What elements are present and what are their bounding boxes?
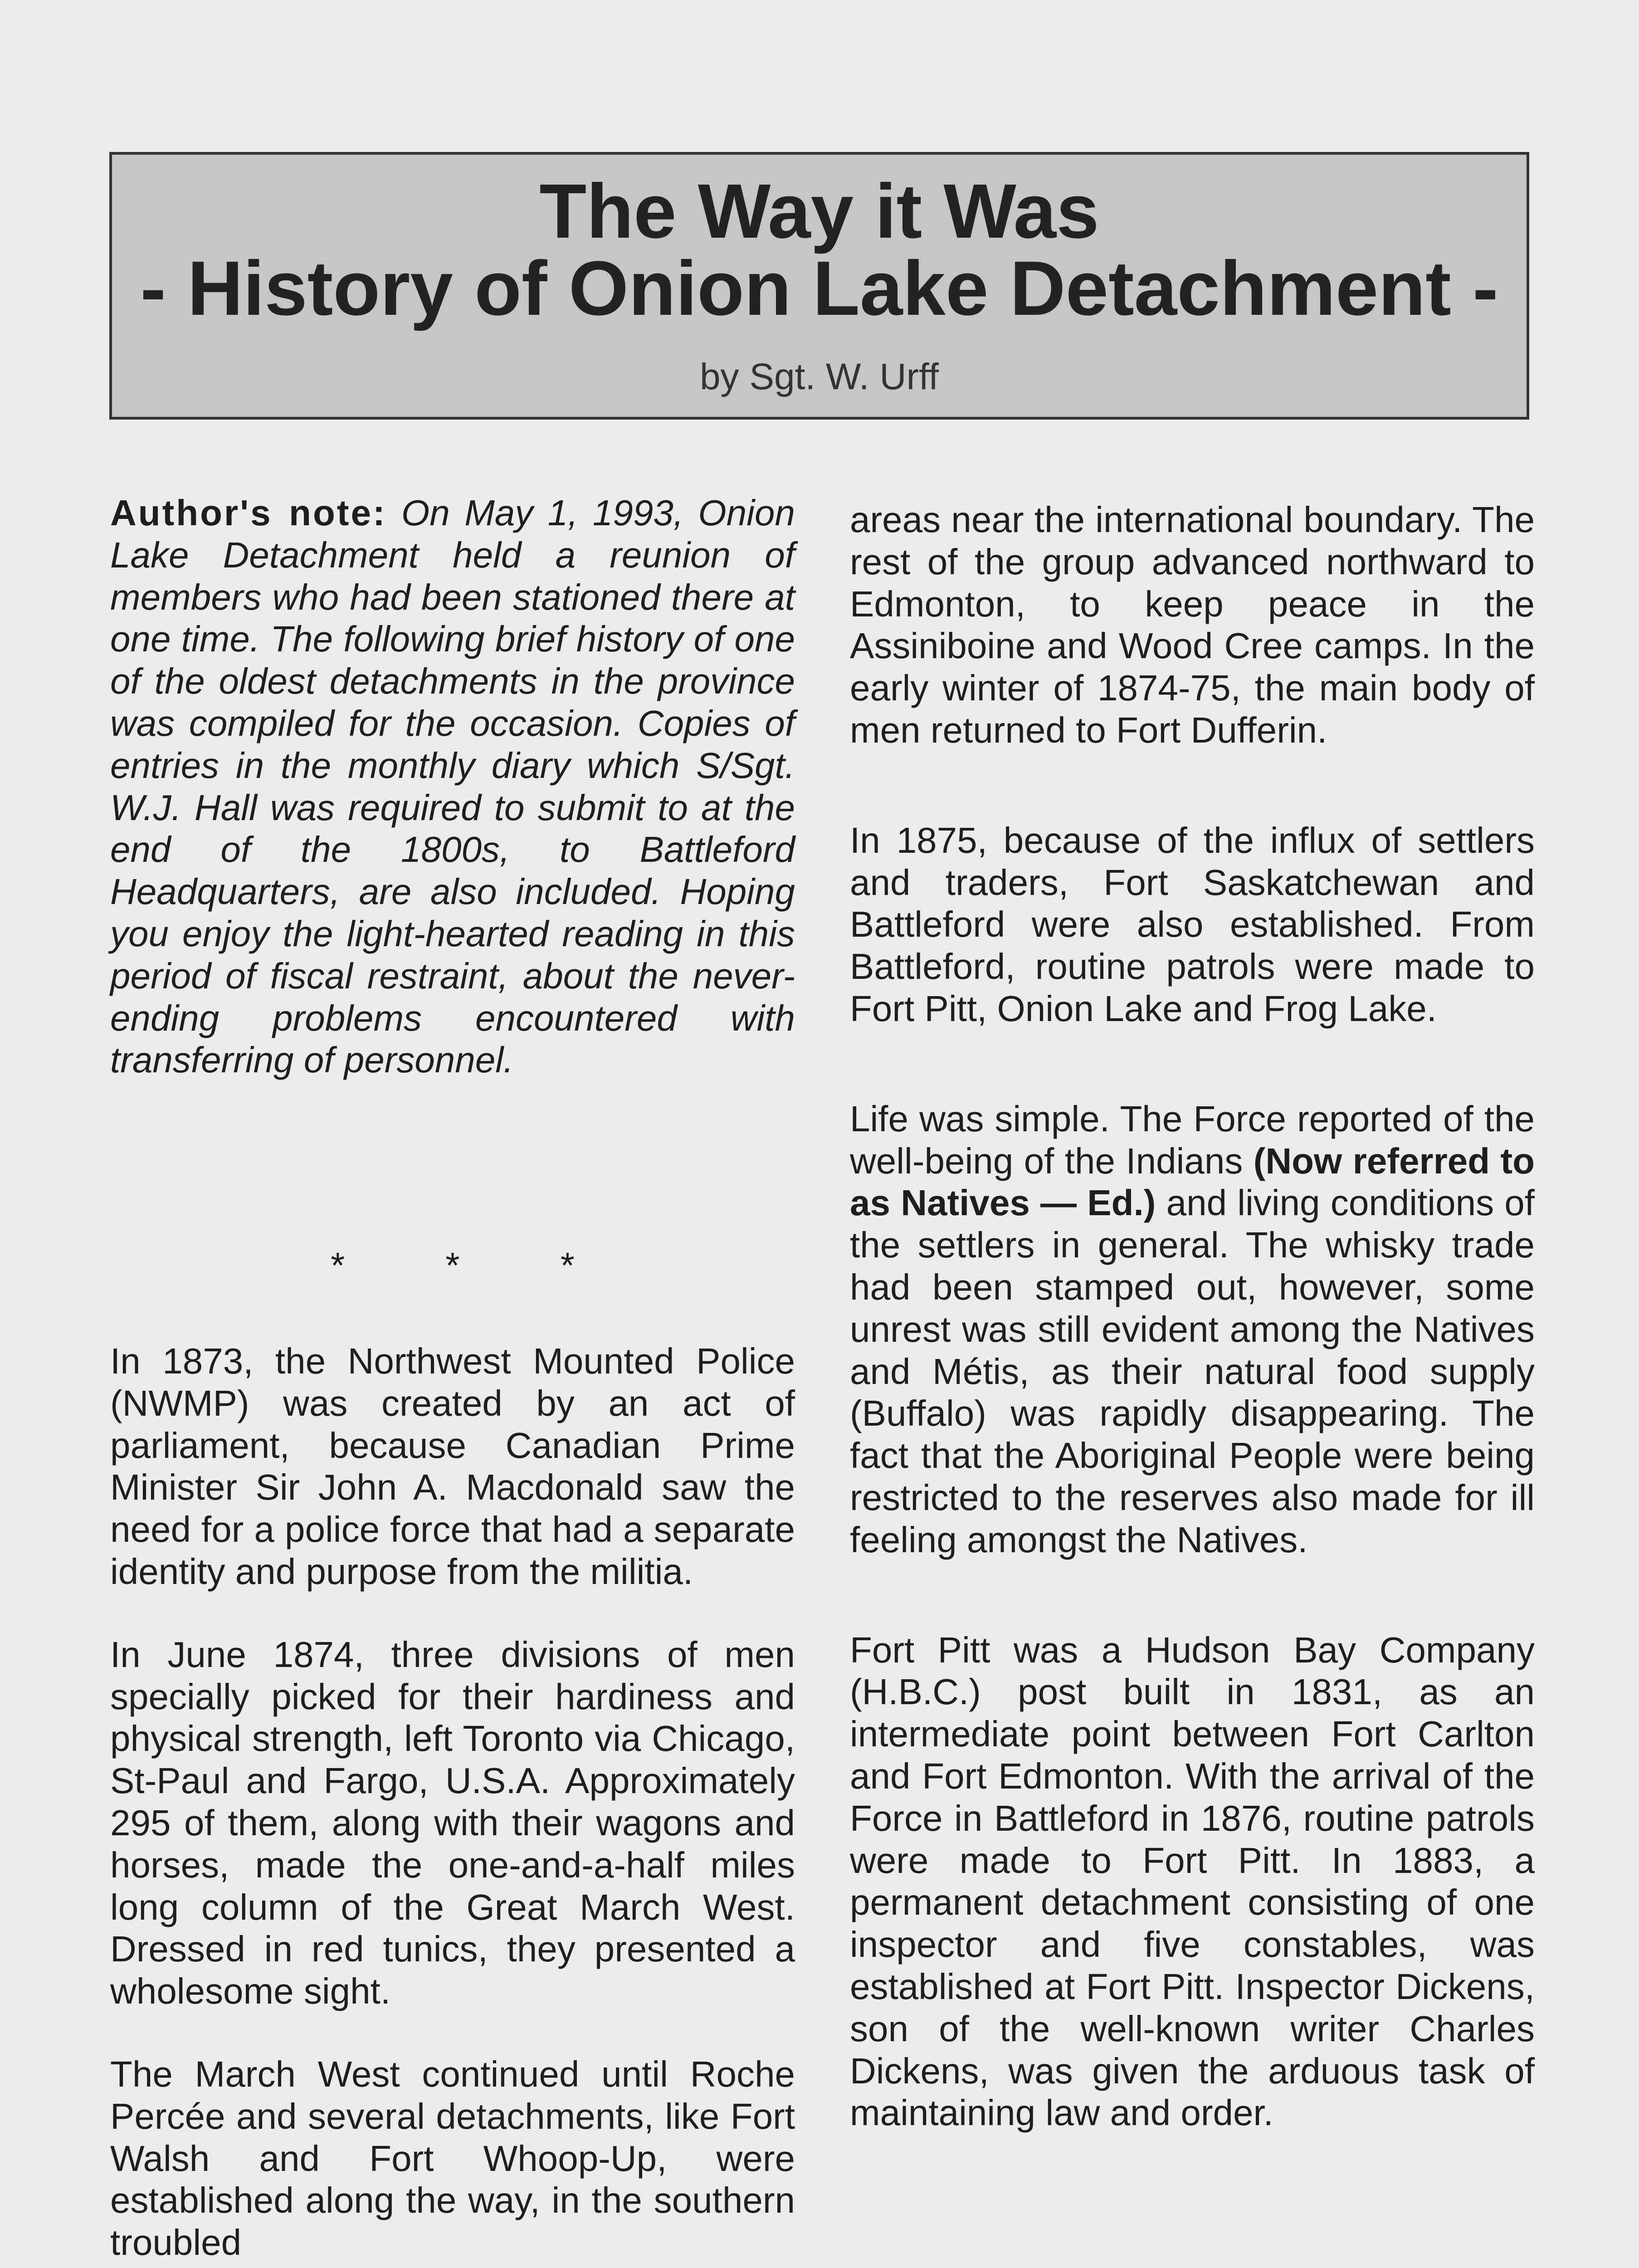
byline: by Sgt. W. Urff (699, 356, 939, 397)
paragraph-nwmp-1873: In 1873, the Northwest Mounted Police (NWMP) was created by an act of parliament, because Canadian Prime Minister Sir John A. Macdonald saw the need for a police force that had a separate identity and purpose from the militia. (110, 1341, 795, 1592)
paragraph-fort-pitt: Fort Pitt was a Hudson Bay Company (H.B.C.) post built in 1831, as an intermediate point between Fort Carlton and Fort Edmonton. With the arrival of the Force in Battleford in 1876, routine patrols were made to Fort Pitt. In 1883, a permanent detachment consisting of one inspector and five constables, was established at Fort Pitt. Inspector Dickens, son of the well-known writer Charles Dickens, was given the arduous task of maintaining law and order. (850, 1629, 1535, 2133)
authors-note-text: On May 1, 1993, Onion Lake Detachment held a reunion of members who had been stationed there at one time. The following brief history of one of the oldest detachments in the province was compiled for the occasion. Copies of entries in the monthly diary which S/Sgt. W.J. Hall was required to submit to at the end of the 1800s, to Battleford Headquarters, are also included. Hoping you enjoy the light-hearted reading in this period of fiscal restraint, about the never-ending problems encountered with transferring of personnel. (110, 493, 795, 1080)
paragraph-1875: In 1875, because of the influx of settlers and traders, Fort Saskatchewan and Battleford were also established. From Battleford, routine patrols were made to Fort Pitt, Onion Lake and Frog Lake. (850, 820, 1535, 1029)
article-title: The Way it Was (539, 168, 1099, 254)
authors-note (110, 492, 795, 1081)
authors-note-lead: Author's note: (110, 493, 387, 533)
paragraph-life-start: Life was simple. The Force reported of the well-being of the Indians (850, 1098, 1535, 1181)
editor-note: (Now referred to as Natives — Ed.) (850, 1140, 1535, 1223)
paragraph-june-1874: In June 1874, three divisions of men specially picked for their hardiness and physical strength, left Toronto via Chicago, St-Paul and Fargo, U.S.A. Approximately 295 of them, along with their wagons and horses, made the one-and-a-half miles long column of the Great March West. Dressed in red tunics, they presented a wholesome sight. (110, 1634, 795, 2012)
left-column-body (110, 1340, 795, 2264)
section-separator: * * * (331, 1245, 620, 1286)
left-column (110, 492, 795, 1081)
paragraph-life-was-simple (850, 1098, 1535, 1561)
paragraph-march-west: The March West continued until Roche Percée and several detachments, like Fort Walsh and Fort Whoop-Up, were established along the way, in the southern troubled (110, 2053, 795, 2263)
title-box (109, 152, 1529, 420)
article-subtitle: - History of Onion Lake Detachment - (140, 245, 1498, 332)
paragraph-life-end: and living conditions of the settlers in general. The whisky trade had been stamped out, however, some unrest was still evident among the Natives and Métis, as their natural food supply (Buffalo) was rapidly disappearing. The fact that the Aboriginal People were being restricted to the reserves also made for ill feeling amongst the Natives. (850, 1183, 1535, 1560)
right-column (850, 499, 1535, 2134)
paragraph-areas-near-boundary: areas near the international boundary. The rest of the group advanced northward to Edmonton, to keep peace in the Assiniboine and Wood Cree camps. In the early winter of 1874-75, the main body of men returned to Fort Dufferin. (850, 499, 1535, 750)
